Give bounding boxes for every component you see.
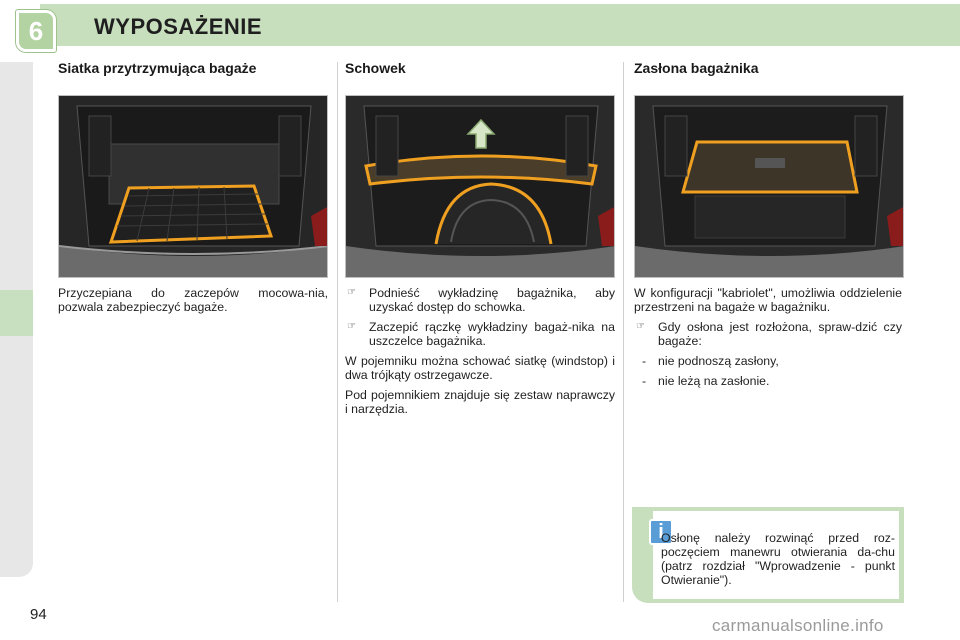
section-heading: Siatka przytrzymująca bagaże bbox=[58, 60, 257, 76]
paragraph: W pojemniku można schować siatkę (windstop) i dwa trójkąty ostrzegawcze. bbox=[345, 354, 615, 382]
luggage-net-photo bbox=[58, 95, 328, 278]
section-luggage-cover bbox=[634, 60, 902, 394]
watermark: carmanualsonline.info bbox=[712, 616, 884, 635]
section-body bbox=[345, 286, 615, 416]
bullet-item: ☞ Zaczepić rączkę wykładziny bagaż-nika na uszczelce bagażnika. bbox=[347, 320, 615, 348]
luggage-cover-photo bbox=[634, 95, 904, 278]
pointing-hand-icon: ☞ bbox=[347, 287, 356, 298]
bullet-item: ☞ Podnieść wykładzinę bagażnika, aby uzyskać dostęp do schowka. bbox=[347, 286, 615, 314]
info-box-content bbox=[653, 511, 899, 599]
info-icon: i bbox=[649, 519, 673, 545]
section-body bbox=[634, 286, 902, 388]
dash-item: - nie leżą na zasłonie. bbox=[642, 374, 770, 388]
page-number: 94 bbox=[30, 606, 47, 623]
section-heading: Zasłona bagażnika bbox=[634, 60, 759, 76]
info-text: Osłonę należy rozwinąć przed roz-poczęciem manewru otwierania da-chu (patrz rozdział "Wprowadzenie - punkt Otwieranie"). bbox=[661, 531, 895, 587]
paragraph: W konfiguracji "kabriolet", umożliwia oddzielenie przestrzeni na bagaże w bagażniku. bbox=[634, 286, 902, 314]
pointing-hand-icon: ☞ bbox=[347, 321, 356, 332]
dash-item: - nie podnoszą zasłony, bbox=[642, 354, 779, 368]
storage-compartment-photo bbox=[345, 95, 615, 278]
page-title: WYPOSAŻENIE bbox=[94, 14, 263, 39]
paragraph: Przyczepiana do zaczepów mocowa-nia, pozwala zabezpieczyć bagaże. bbox=[58, 286, 328, 314]
bullet-item: ☞ Gdy osłona jest rozłożona, spraw-dzić czy bagaże: bbox=[636, 320, 902, 348]
column-divider bbox=[623, 62, 624, 602]
paragraph: Pod pojemnikiem znajduje się zestaw naprawczy i narzędzia. bbox=[345, 388, 615, 416]
info-box bbox=[632, 507, 904, 603]
chapter-badge: 6 bbox=[16, 10, 56, 52]
section-body bbox=[58, 286, 328, 314]
section-storage bbox=[345, 60, 615, 422]
column-divider bbox=[337, 62, 338, 602]
pointing-hand-icon: ☞ bbox=[636, 321, 645, 332]
left-margin-tab bbox=[0, 290, 33, 336]
section-luggage-net bbox=[58, 60, 328, 320]
section-heading: Schowek bbox=[345, 60, 406, 76]
